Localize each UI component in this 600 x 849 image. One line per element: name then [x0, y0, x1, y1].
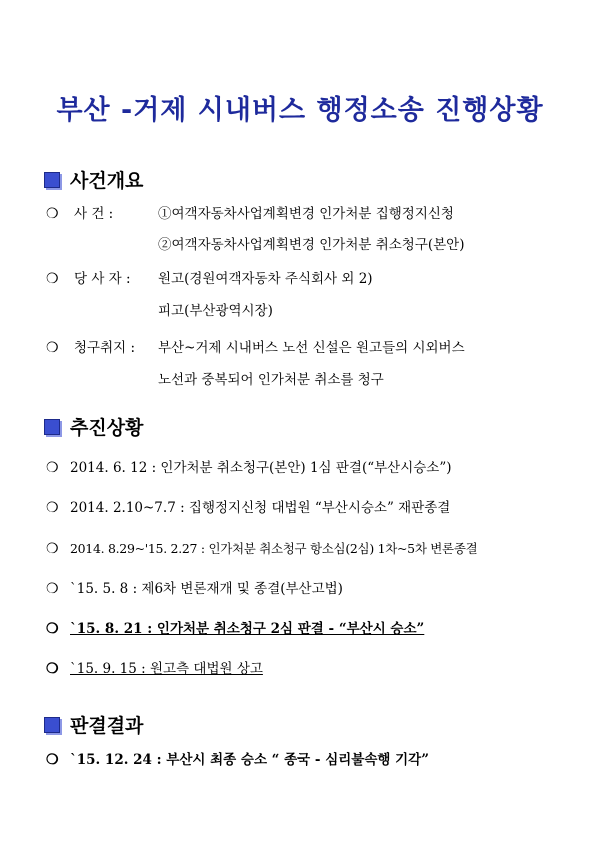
square-bullet-icon — [44, 717, 60, 733]
circle-bullet-icon: ❍ — [46, 581, 59, 597]
claim-line-1: 부산~거제 시내버스 노선 신설은 원고들의 시외버스 — [158, 340, 465, 356]
progress-item: 2014. 2.10~7.7 : 집행정지신청 대법원 “부산시승소” 재판종결 — [70, 500, 451, 516]
plaintiff: 원고(경원여객자동차 주식회사 외 2) — [158, 271, 373, 287]
section-label: 판결결과 — [70, 715, 144, 737]
progress-item-highlight: `15. 9. 15 : 원고측 대법원 상고 — [70, 661, 263, 677]
party-label: 당 사 자 : — [74, 271, 131, 287]
square-bullet-icon — [44, 419, 60, 435]
case-item-2: ②여객자동차사업계획변경 인가처분 취소청구(본안) — [158, 237, 465, 253]
progress-item: 2014. 8.29~'15. 2.27 : 인가처분 취소청구 항소심(2심) 1차~5차 변론종결 — [70, 541, 478, 556]
section-heading-result — [44, 711, 143, 738]
circle-bullet-icon: ❍ — [46, 340, 59, 356]
case-label: 사 건 : — [74, 206, 114, 222]
defendant: 피고(부산광역시장) — [158, 303, 273, 319]
case-item-1: ①여객자동차사업계획변경 인가처분 집행정지신청 — [158, 206, 454, 222]
square-bullet-icon — [44, 172, 60, 188]
result-item: `15. 12. 24 : 부산시 최종 승소 “ 종국 - 심리불속행 기각” — [70, 752, 429, 768]
circle-bullet-icon: ❍ — [46, 541, 59, 557]
circle-bullet-icon: ❍ — [46, 271, 59, 287]
section-heading-progress — [44, 413, 143, 440]
progress-item: 2014. 6. 12 : 인가처분 취소청구(본안) 1심 판결(“부산시승소”) — [70, 460, 452, 476]
circle-bullet-icon: ❍ — [46, 460, 59, 476]
section-heading-overview — [44, 166, 143, 193]
circle-bullet-icon: ❍ — [46, 500, 59, 516]
circle-bullet-icon: ❍ — [46, 752, 59, 768]
progress-item: `15. 5. 8 : 제6차 변론재개 및 종결(부산고법) — [70, 581, 343, 597]
section-label: 사건개요 — [70, 170, 144, 192]
section-label: 추진상황 — [70, 417, 144, 439]
progress-item-highlight: `15. 8. 21 : 인가처분 취소청구 2심 판결 - “부산시 승소” — [70, 621, 425, 637]
claim-label: 청구취지 : — [74, 340, 136, 356]
circle-bullet-icon: ❍ — [46, 621, 59, 637]
page-title: 부산 -거제 시내버스 행정소송 진행상황 — [56, 95, 544, 126]
circle-bullet-icon: ❍ — [46, 661, 59, 677]
circle-bullet-icon: ❍ — [46, 206, 59, 222]
claim-line-2: 노선과 중복되어 인가처분 취소를 청구 — [158, 372, 384, 388]
